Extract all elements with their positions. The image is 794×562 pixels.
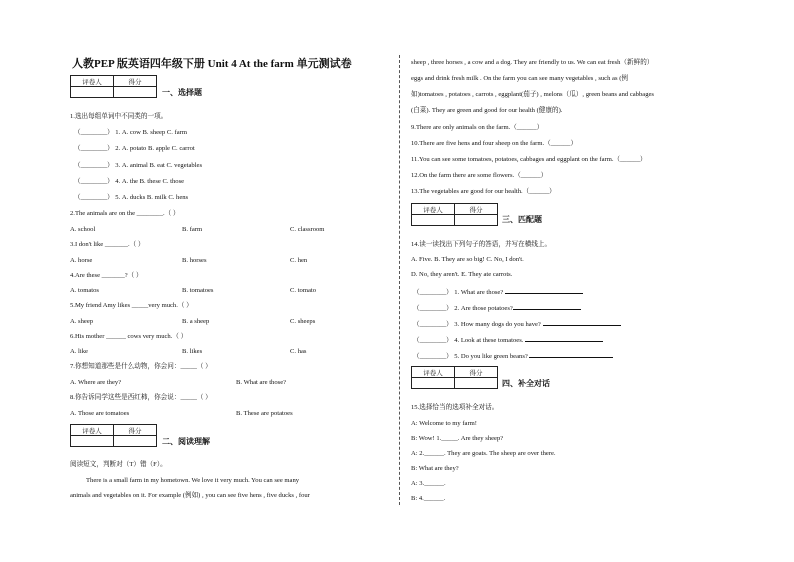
score-box-score-label: 得分 xyxy=(114,76,157,87)
dialog-line: B: 4.______. xyxy=(411,495,446,502)
reading-passage-line: There is a small farm in my hometown. We love it very much. You can see many xyxy=(86,477,300,484)
score-box-grader-label: 评卷人 xyxy=(71,425,114,436)
score-box-grader-label: 评卷人 xyxy=(71,76,114,87)
question-2-option-c[interactable]: C. classroom xyxy=(290,226,325,233)
question-14-options-row-2: D. No, they aren't. E. They ate carrots. xyxy=(411,271,513,278)
question-4-option-b[interactable]: B. tomatoes xyxy=(182,287,214,294)
question-5-option-c[interactable]: C. sheeps xyxy=(290,318,316,325)
dialog-line: A: Welcome to my farm! xyxy=(411,420,477,427)
question-14-options-row-1: A. Five. B. They are so big! C. No, I don't. xyxy=(411,256,524,263)
score-box-score-label: 得分 xyxy=(114,425,157,436)
question-14-item-2: （________） 2. Are those potatoes? xyxy=(413,302,581,313)
score-box-score-cell[interactable] xyxy=(455,215,498,226)
score-box-score-cell[interactable] xyxy=(114,87,157,98)
question-3-option-b[interactable]: B. horses xyxy=(182,257,207,264)
question-14-item-1: （________） 1. What are those? xyxy=(413,286,583,297)
score-box-grader-cell[interactable] xyxy=(71,87,114,98)
true-false-item-12: 12.On the farm there are some flowers.（______） xyxy=(411,172,548,179)
question-14-item-3: （________） 3. How many dogs do you have? xyxy=(413,318,621,329)
question-8-option-a[interactable]: A. Those are tomatoes xyxy=(70,410,130,417)
score-box-score-label: 得分 xyxy=(455,367,498,378)
dialog-line: B: What are they? xyxy=(411,465,459,472)
question-2-option-a[interactable]: A. school xyxy=(70,226,96,233)
section-title-choice: 一、选择题 xyxy=(162,88,202,97)
question-4-option-c[interactable]: C. tomato xyxy=(290,287,317,294)
score-box-grader-label: 评卷人 xyxy=(412,204,455,215)
score-box xyxy=(411,366,498,389)
section-title-dialog: 四、补全对话 xyxy=(502,379,550,388)
reading-passage-line: 如)tomatoes , potatoes , carrots , eggplant(茄子) , melons（瓜）, green beans and cabbages xyxy=(411,91,654,98)
question-5-option-b[interactable]: B. a sheep xyxy=(182,318,210,325)
question-1-item-1: （________） 1. A. cow B. sheep C. farm xyxy=(74,129,188,136)
column-divider xyxy=(399,55,400,505)
question-14-item-5: （________） 5. Do you like green beans? xyxy=(413,350,613,361)
score-box xyxy=(411,203,498,226)
question-8-option-b[interactable]: B. These are potatoes xyxy=(236,410,293,417)
question-6-prompt: 6.His mother ______ cows very much.（ ） xyxy=(70,333,188,340)
question-1-prompt: 1.选出每组单词中不同类的一项。 xyxy=(70,113,168,120)
question-14-item-4: （________） 4. Look at these tomatoes. xyxy=(413,334,603,345)
reading-instructions: 阅读短文，判断对（T）错（F）。 xyxy=(70,461,167,468)
question-1-item-2: （________） 2. A. potato B. apple C. carrot xyxy=(74,145,195,152)
question-6-option-a[interactable]: A. like xyxy=(70,348,88,355)
score-box-score-label: 得分 xyxy=(455,204,498,215)
question-3-prompt: 3.I don't like _______.（ ） xyxy=(70,241,145,248)
section-title-matching: 三、匹配题 xyxy=(502,215,542,224)
reading-passage-line: (白菜). They are green and good for our health (健康的). xyxy=(411,107,563,114)
question-3-option-c[interactable]: C. hen xyxy=(290,257,308,264)
question-14-prompt: 14.读一读找出下列句子的答语，并写在横线上。 xyxy=(411,241,552,248)
question-1-item-3: （________） 3. A. animal B. eat C. vegetables xyxy=(74,162,203,169)
question-7-option-b[interactable]: B. What are those? xyxy=(236,379,287,386)
question-2-option-b[interactable]: B. farm xyxy=(182,226,203,233)
score-box-score-cell[interactable] xyxy=(455,378,498,389)
reading-passage-line: eggs and drink fresh milk . On the farm you can see many vegetables , such as (例 xyxy=(411,75,628,82)
dialog-line: A: 2.______. They are goats. The sheep are over there. xyxy=(411,450,556,457)
question-15-prompt: 15.选择恰当的选项补全对话。 xyxy=(411,404,499,411)
question-6-option-b[interactable]: B. likes xyxy=(182,348,203,355)
question-8-prompt: 8.你告诉同学这些是西红柿，你会说：_____（ ） xyxy=(70,394,212,401)
true-false-item-13: 13.The vegetables are good for our health.（______） xyxy=(411,188,556,195)
score-box-grader-label: 评卷人 xyxy=(412,367,455,378)
reading-passage-line: animals and vegetables on it. For example (例如) , you can see five hens , five ducks , four xyxy=(70,492,310,499)
dialog-line: B: Wow! 1._____. Are they sheep? xyxy=(411,435,504,442)
question-7-option-a[interactable]: A. Where are they? xyxy=(70,379,122,386)
dialog-line: A: 3.______. xyxy=(411,480,446,487)
question-6-option-c[interactable]: C. has xyxy=(290,348,307,355)
question-4-prompt: 4.Are these _______?（ ） xyxy=(70,272,143,279)
score-box-score-cell[interactable] xyxy=(114,436,157,447)
score-box xyxy=(70,424,157,447)
question-4-option-a[interactable]: A. tomatos xyxy=(70,287,99,294)
true-false-item-9: 9.There are only animals on the farm.（______） xyxy=(411,124,544,131)
question-3-option-a[interactable]: A. horse xyxy=(70,257,93,264)
question-5-prompt: 5.My friend Amy likes _____very much.（ ） xyxy=(70,302,193,309)
section-title-reading: 二、阅读理解 xyxy=(162,437,210,446)
question-1-item-5: （________） 5. A. ducks B. milk C. hens xyxy=(74,194,189,201)
reading-passage-line: sheep , three horses , a cow and a dog. They are friendly to us. We can eat fresh（新鲜的） xyxy=(411,59,654,66)
page-title: 人教PEP 版英语四年级下册 Unit 4 At the farm 单元测试卷 xyxy=(72,58,352,70)
score-box-grader-cell[interactable] xyxy=(71,436,114,447)
true-false-item-10: 10.There are five hens and four sheep on the farm.（______） xyxy=(411,140,578,147)
question-2-prompt: 2.The animals are on the ________.（ ） xyxy=(70,210,180,217)
question-5-option-a[interactable]: A. sheep xyxy=(70,318,94,325)
score-box-grader-cell[interactable] xyxy=(412,215,455,226)
question-7-prompt: 7.你想知道那些是什么动物，你会问：_____（ ） xyxy=(70,363,212,370)
true-false-item-11: 11.You can see some tomatoes, potatoes, cabbages and eggplant on the farm.（______） xyxy=(411,156,647,163)
score-box xyxy=(70,75,157,98)
question-1-item-4: （________） 4. A. the B. these C. those xyxy=(74,178,185,185)
score-box-grader-cell[interactable] xyxy=(412,378,455,389)
